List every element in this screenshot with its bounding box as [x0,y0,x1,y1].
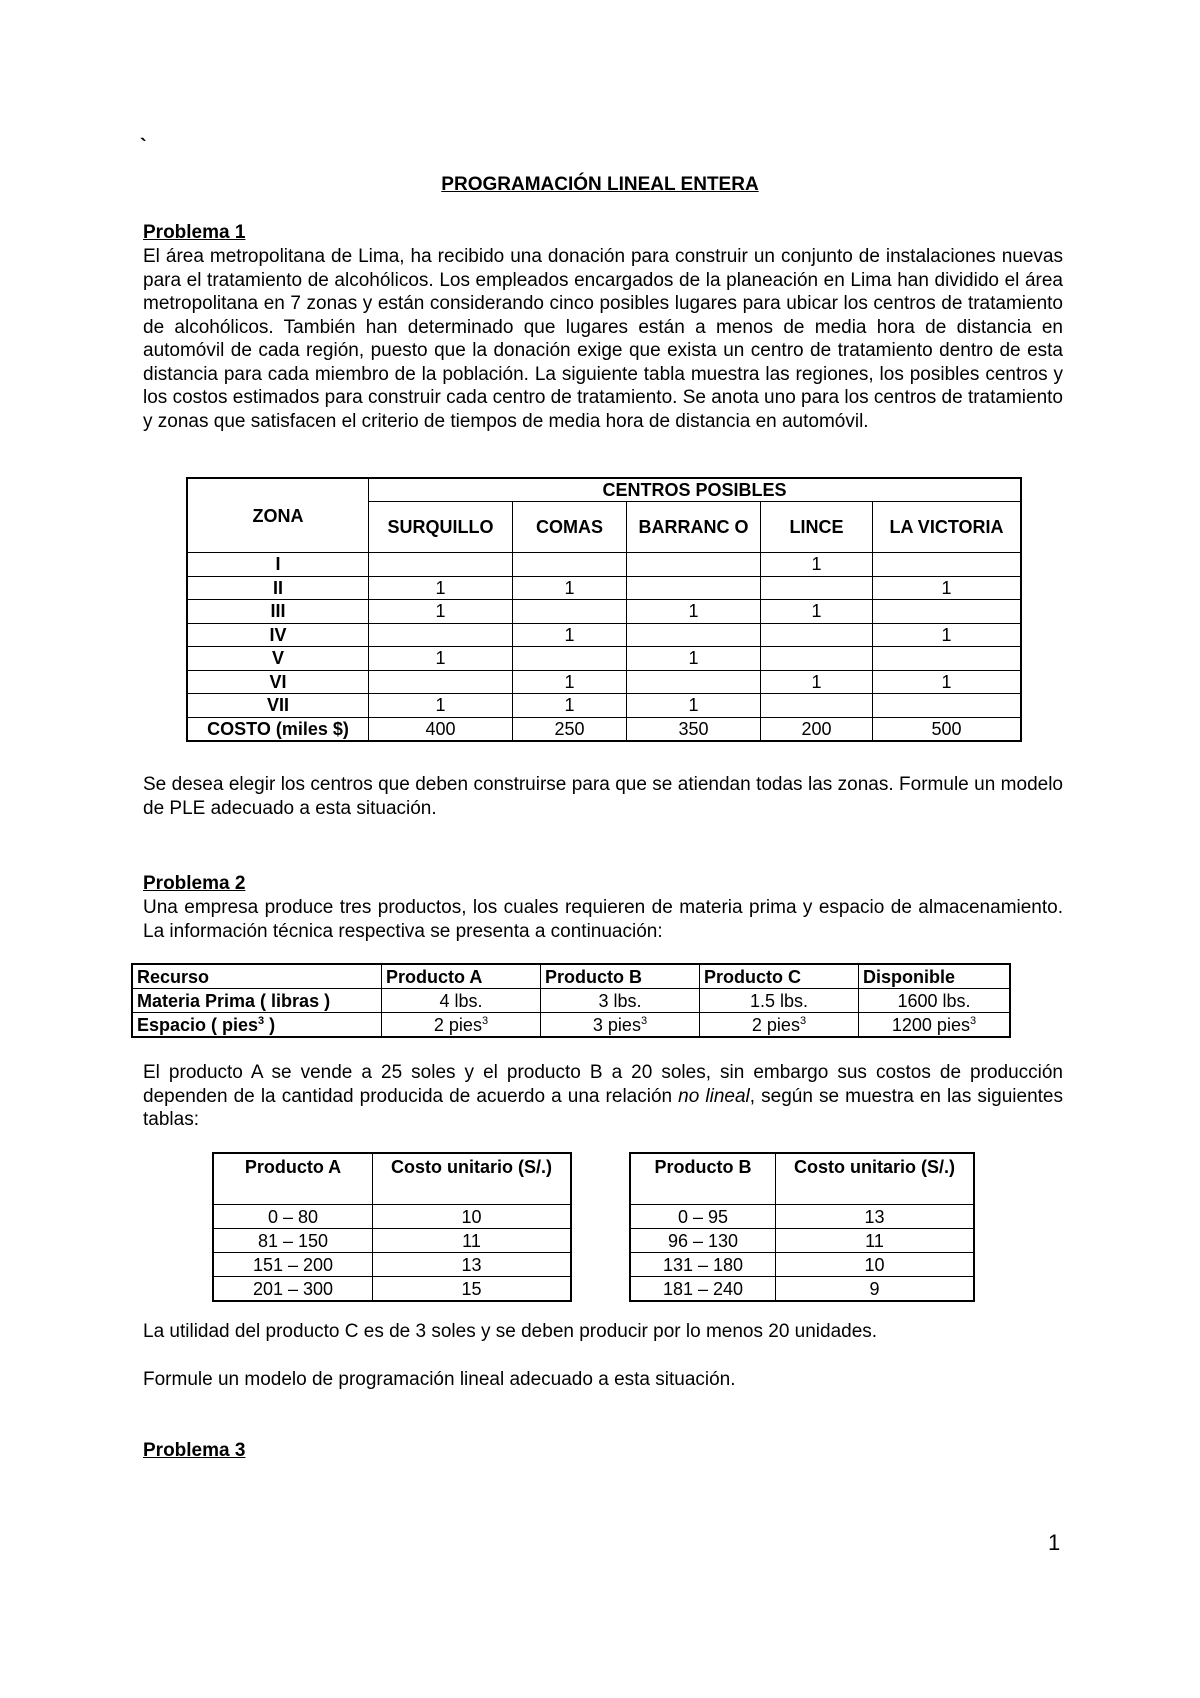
cost-cell: 15 [373,1277,572,1302]
table-row [187,694,1021,718]
range-cell: 131 – 180 [630,1253,776,1277]
table-cell [700,1013,859,1038]
resource-header: Recurso [132,964,382,989]
table-cell [761,647,873,671]
table-row [187,600,1021,624]
range-cell: 96 – 130 [630,1229,776,1253]
table-cell [382,1013,541,1038]
table-header-row [213,1153,571,1205]
text-part: , según se muestra en las siguientes tablas: [143,1085,1063,1130]
table-row [187,623,1021,647]
stray-mark: ` [140,136,147,158]
table-row [213,1229,571,1253]
center-header: SURQUILLO [369,502,513,553]
table-cell: 1 [369,694,513,718]
table-cell [873,553,1022,577]
zona-label: III [187,600,369,624]
problem-2-heading: Problema 2 [143,873,246,894]
center-header: BARRANC O [627,502,761,553]
table-cell [513,647,627,671]
table-cell: 1 [513,576,627,600]
product-b-range-header: Producto B [630,1153,776,1205]
zona-header: ZONA [187,478,369,553]
table-cell: 1 [761,553,873,577]
problem-3-heading: Problema 3 [143,1440,246,1461]
table-cell: 1 [873,670,1022,694]
table-cell: 1 [761,600,873,624]
table-cell: 1 [761,670,873,694]
superscript: 3 [640,1014,648,1027]
cost-cell: 10 [373,1205,572,1229]
product-b-header: Producto B [541,964,700,989]
table-row [213,1253,571,1277]
table-row [187,553,1021,577]
table-cell [369,623,513,647]
range-cell: 201 – 300 [213,1277,373,1302]
table-cell: 1 [513,670,627,694]
table-cell [541,1013,700,1038]
range-cell: 0 – 95 [630,1205,776,1229]
page-title: PROGRAMACIÓN LINEAL ENTERA [441,174,759,195]
centers-group-header: CENTROS POSIBLES [369,478,1022,502]
table-row [630,1205,974,1229]
product-a-cost-table [212,1152,572,1302]
superscript: 3 [258,1014,265,1027]
zona-label: II [187,576,369,600]
space-label-text: Espacio ( pies [137,1014,259,1035]
table-cell [627,623,761,647]
cost-cell: 400 [369,717,513,741]
cell-text: 3 pies [592,1014,641,1035]
table-cell: 1 [627,600,761,624]
cost-label: COSTO (miles $) [187,717,369,741]
superscript: 3 [969,1014,977,1027]
table-cell: 1 [627,647,761,671]
problem-1-closing: Se desea elegir los centros que deben construirse para que se atiendan todas las zonas. Formule un modelo de PLE adecuado a esta situación. [143,774,1063,819]
product-b-cost-table [629,1152,975,1302]
unit-cost-header: Costo unitario (S/.) [373,1153,572,1205]
table-cell [627,553,761,577]
table-cell: 1 [873,623,1022,647]
cost-cell: 9 [776,1277,975,1302]
table-header-row [187,478,1021,502]
table-cell: 1 [369,600,513,624]
cost-cell: 13 [373,1253,572,1277]
table-row [187,670,1021,694]
problem-2-cost-text [143,1061,1063,1132]
table-row [630,1253,974,1277]
cost-cell: 11 [373,1229,572,1253]
unit-cost-header: Costo unitario (S/.) [776,1153,975,1205]
table-row [187,576,1021,600]
center-header: COMAS [513,502,627,553]
table-cell [859,1013,1011,1038]
center-header: LA VICTORIA [873,502,1022,553]
product-a-header: Producto A [382,964,541,989]
cell-text: 1200 pies [891,1014,970,1035]
cost-cell: 500 [873,717,1022,741]
cost-cell: 10 [776,1253,975,1277]
table-cell: 1 [513,623,627,647]
table-cell: 1600 lbs. [859,989,1011,1013]
table-cell [627,576,761,600]
table-cell [513,553,627,577]
table-cell [761,623,873,647]
cell-text: 2 pies [433,1014,482,1035]
range-cell: 181 – 240 [630,1277,776,1302]
table-row [187,647,1021,671]
table-cell: 1.5 lbs. [700,989,859,1013]
product-c-header: Producto C [700,964,859,989]
superscript: 3 [799,1014,807,1027]
available-header: Disponible [859,964,1011,989]
table-row [213,1205,571,1229]
table-cell: 4 lbs. [382,989,541,1013]
table-cell [513,600,627,624]
space-label-end: ) [264,1014,276,1035]
table-header-row [630,1153,974,1205]
range-cell: 81 – 150 [213,1229,373,1253]
cost-cell: 250 [513,717,627,741]
zona-label: IV [187,623,369,647]
table-cell [873,600,1022,624]
table-cell [873,694,1022,718]
problem-2-intro: Una empresa produce tres productos, los cuales requieren de materia prima y espacio de almacenamiento. La información técnica respectiva se presenta a continuación: [143,897,1063,942]
zones-centers-table [186,477,1022,742]
table-cell: 1 [873,576,1022,600]
table-cell: 3 lbs. [541,989,700,1013]
table-header-row [132,964,1010,989]
cost-cell: 13 [776,1205,975,1229]
superscript: 3 [481,1014,489,1027]
raw-material-label: Materia Prima ( libras ) [132,989,382,1013]
problem-1-heading: Problema 1 [143,222,246,243]
table-cell [369,553,513,577]
cost-cell: 200 [761,717,873,741]
product-c-text: La utilidad del producto C es de 3 soles y se deben producir por lo menos 20 unidades. [143,1321,878,1342]
table-row [630,1229,974,1253]
resources-table [131,963,1011,1038]
zona-label: I [187,553,369,577]
zona-label: V [187,647,369,671]
table-cell [761,694,873,718]
emphasis-text: no lineal [678,1085,750,1107]
table-cell [627,670,761,694]
product-a-range-header: Producto A [213,1153,373,1205]
table-row [132,1013,1010,1038]
text-part: El producto A se vende a 25 soles y el producto B a 20 soles, sin embargo sus costos de producción dependen de la cantidad producida de acuerdo a una relación [143,1062,1063,1107]
table-cell [873,647,1022,671]
table-cell: 1 [513,694,627,718]
range-cell: 0 – 80 [213,1205,373,1229]
cost-cell: 350 [627,717,761,741]
center-header: LINCE [761,502,873,553]
table-cell: 1 [369,647,513,671]
table-cell: 1 [369,576,513,600]
table-cell [369,670,513,694]
cell-text: 2 pies [751,1014,800,1035]
cost-cell: 11 [776,1229,975,1253]
range-cell: 151 – 200 [213,1253,373,1277]
table-cell [761,576,873,600]
zona-label: VII [187,694,369,718]
space-label [132,1013,382,1038]
problem-2-final: Formule un modelo de programación lineal adecuado a esta situación. [143,1369,736,1390]
table-row [630,1277,974,1302]
table-row [213,1277,571,1302]
page-number: 1 [1048,1530,1061,1555]
table-cell: 1 [627,694,761,718]
problem-1-text: El área metropolitana de Lima, ha recibido una donación para construir un conjunto de instalaciones nuevas para el tratamiento de alcohólicos. Los empleados encargados de la planeación en Lima han dividido el área metropolitana en 7 zonas y están considerando cinco posibles lugares para ubicar los centros de tratamiento de alcohólicos. También han determinado que lugares están a menos de media hora de distancia en automóvil de cada región, puesto que la donación exige que exista un centro de tratamiento dentro de esta distancia para cada miembro de la población. La siguiente tabla muestra las regiones, los posibles centros y los costos estimados para construir cada centro de tratamiento. Se anota uno para los centros de tratamiento y zonas que satisfacen el criterio de tiempos de media hora de distancia en automóvil. [143,246,1063,432]
table-row [132,989,1010,1013]
cost-row [187,717,1021,741]
zona-label: VI [187,670,369,694]
